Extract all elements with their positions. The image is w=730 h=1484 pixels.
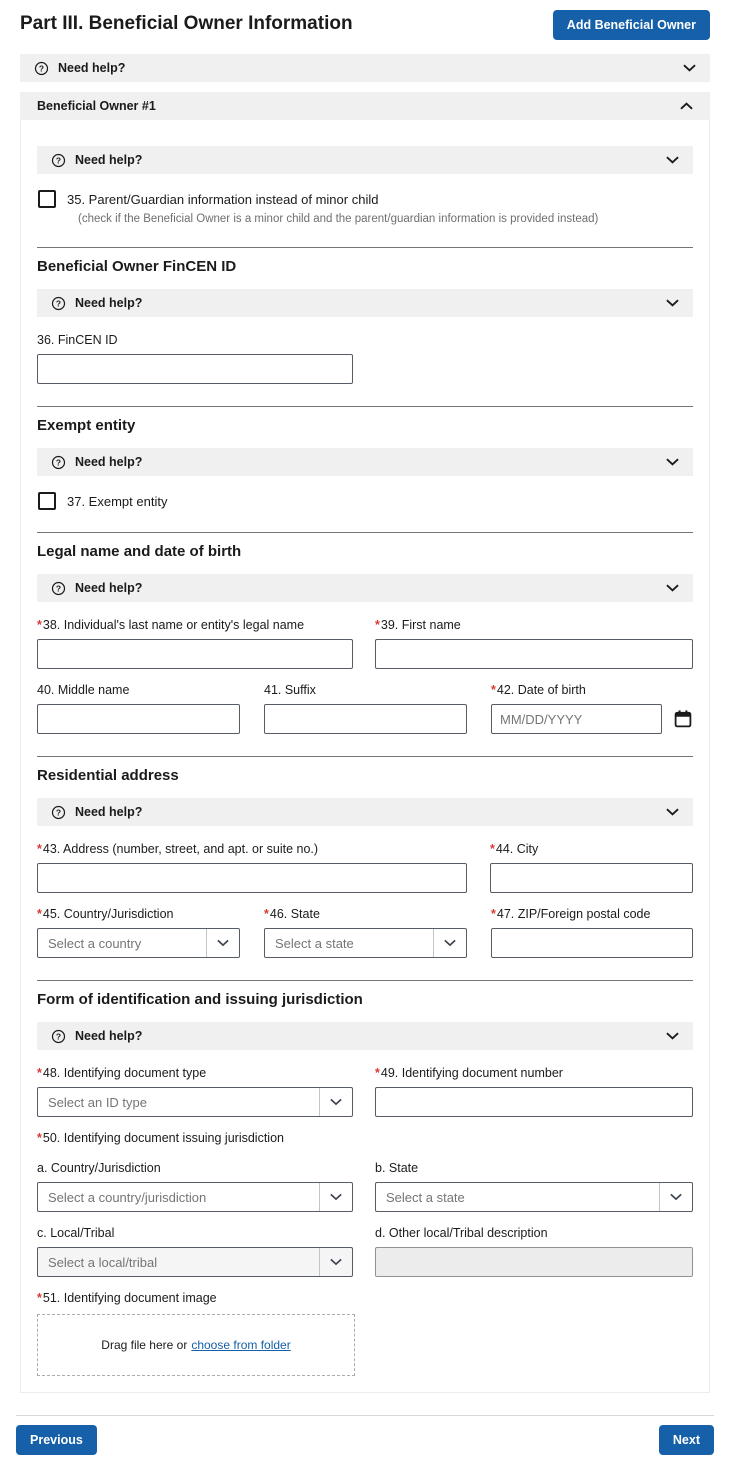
last-name-input[interactable] <box>37 639 353 669</box>
chevron-down-icon <box>319 1088 352 1116</box>
field-40 <box>37 683 240 734</box>
field-50c <box>37 1226 353 1277</box>
zip-input[interactable] <box>491 928 693 958</box>
select-value: Select an ID type <box>48 1094 147 1110</box>
svg-text:?: ? <box>55 457 62 467</box>
chevron-down-icon <box>666 1032 679 1040</box>
question-circle-icon <box>34 61 49 76</box>
need-help-label: Need help? <box>58 61 126 75</box>
id-type-select[interactable] <box>37 1087 353 1117</box>
chevron-down-icon <box>433 929 466 957</box>
section-heading-exempt: Exempt entity <box>37 417 136 434</box>
add-beneficial-owner-button[interactable]: Add Beneficial Owner <box>553 10 710 40</box>
select-value: Select a state <box>386 1189 465 1205</box>
field-49-label: 49. Identifying document number <box>380 1066 563 1080</box>
middle-name-input[interactable] <box>37 704 240 734</box>
required-marker: * <box>37 842 42 856</box>
question-circle-icon <box>51 296 66 311</box>
section-heading-identification: Form of identification and issuing jurisdiction <box>37 991 363 1008</box>
issuing-state-select[interactable] <box>375 1182 693 1212</box>
field-41 <box>264 683 467 734</box>
chevron-down-icon <box>659 1183 692 1211</box>
required-marker: * <box>37 1131 42 1145</box>
chevron-down-icon <box>683 64 696 72</box>
required-marker: * <box>375 1066 380 1080</box>
address-input[interactable] <box>37 863 467 893</box>
chevron-up-icon <box>680 102 693 110</box>
field-46-label: 46. State <box>269 907 320 921</box>
chevron-down-icon <box>666 584 679 592</box>
section-divider <box>37 406 693 407</box>
field-46 <box>264 907 467 958</box>
first-name-input[interactable] <box>375 639 693 669</box>
required-marker: * <box>37 618 42 632</box>
dropzone-text: Drag file here or <box>101 1338 188 1352</box>
field-36-label: 36. FinCEN ID <box>37 333 118 347</box>
field-42-label: 42. Date of birth <box>496 683 586 697</box>
issuing-country-select[interactable] <box>37 1182 353 1212</box>
field-50c-label: c. Local/Tribal <box>37 1226 115 1240</box>
svg-text:?: ? <box>55 298 62 308</box>
svg-text:?: ? <box>55 583 62 593</box>
checkbox-37-exempt-entity[interactable] <box>38 492 56 510</box>
field-44-label: 44. City <box>495 842 539 856</box>
address-row-2 <box>37 907 693 958</box>
field-39 <box>375 618 693 669</box>
field-47 <box>491 907 693 958</box>
field-51-label: 51. Identifying document image <box>42 1291 217 1305</box>
chevron-down-icon <box>666 299 679 307</box>
city-input[interactable] <box>490 863 693 893</box>
question-circle-icon <box>51 1029 66 1044</box>
suffix-input[interactable] <box>264 704 467 734</box>
need-help-accordion-legal-name[interactable] <box>37 574 693 602</box>
checkbox-35-parent-guardian[interactable] <box>38 190 56 208</box>
beneficial-owner-1-title: Beneficial Owner #1 <box>37 99 156 113</box>
section-heading-fincen-id: Beneficial Owner FinCEN ID <box>37 258 237 275</box>
document-number-input[interactable] <box>375 1087 693 1117</box>
page-header <box>20 10 710 40</box>
need-help-accordion-exempt[interactable] <box>37 448 693 476</box>
field-49 <box>375 1066 693 1117</box>
section-divider <box>37 980 693 981</box>
field-50d-label: d. Other local/Tribal description <box>375 1226 548 1240</box>
next-button[interactable]: Next <box>659 1425 714 1455</box>
svg-text:?: ? <box>55 807 62 817</box>
country-jurisdiction-select[interactable] <box>37 928 240 958</box>
date-of-birth-input[interactable] <box>491 704 662 734</box>
previous-button[interactable]: Previous <box>16 1425 97 1455</box>
beneficial-owner-1-accordion-header[interactable] <box>20 92 710 120</box>
required-marker: * <box>37 1066 42 1080</box>
need-help-label: Need help? <box>75 153 143 167</box>
need-help-accordion-address[interactable] <box>37 798 693 826</box>
form-navigation <box>16 1415 714 1471</box>
section-divider <box>37 247 693 248</box>
checkbox-35-hint: (check if the Beneficial Owner is a minor child and the parent/guardian information is provided instead) <box>78 213 599 225</box>
section-divider <box>37 756 693 757</box>
question-circle-icon <box>51 805 66 820</box>
parent-guardian-field <box>38 190 693 208</box>
chevron-down-icon <box>319 1183 352 1211</box>
need-help-label: Need help? <box>75 296 143 310</box>
need-help-accordion-owner[interactable] <box>37 146 693 174</box>
field-38-label: 38. Individual's last name or entity's legal name <box>42 618 305 632</box>
identification-row-1 <box>37 1066 693 1117</box>
field-47-label: 47. ZIP/Foreign postal code <box>496 907 651 921</box>
select-value: Select a country <box>48 935 142 951</box>
section-divider <box>37 532 693 533</box>
calendar-icon[interactable] <box>673 709 693 729</box>
need-help-label: Need help? <box>75 455 143 469</box>
field-51-label-row <box>37 1291 693 1305</box>
document-image-dropzone[interactable] <box>37 1314 355 1376</box>
field-50-label-row <box>37 1131 693 1145</box>
field-50b-label: b. State <box>375 1161 419 1175</box>
chevron-down-icon <box>666 808 679 816</box>
beneficial-owner-1-body <box>20 120 710 1393</box>
field-48 <box>37 1066 353 1117</box>
checkbox-35-label: 35. Parent/Guardian information instead of minor child <box>67 191 379 207</box>
other-local-tribal-input[interactable] <box>375 1247 693 1277</box>
field-40-label: 40. Middle name <box>37 683 130 697</box>
field-41-label: 41. Suffix <box>264 683 316 697</box>
legal-name-row-1 <box>37 618 693 669</box>
chevron-down-icon <box>319 1248 352 1276</box>
select-value: Select a local/tribal <box>48 1254 158 1270</box>
field-36 <box>37 333 353 384</box>
chevron-down-icon <box>666 458 679 466</box>
identification-row-2 <box>37 1161 693 1212</box>
field-50-label: 50. Identifying document issuing jurisdiction <box>42 1131 284 1145</box>
question-circle-icon <box>51 455 66 470</box>
field-50a <box>37 1161 353 1212</box>
field-50d <box>375 1226 693 1277</box>
need-help-accordion-part3[interactable] <box>20 54 710 82</box>
state-select[interactable] <box>264 928 467 958</box>
question-circle-icon <box>51 581 66 596</box>
svg-text:?: ? <box>38 63 45 73</box>
address-row-1 <box>37 842 693 893</box>
field-43 <box>37 842 467 893</box>
field-45 <box>37 907 240 958</box>
need-help-accordion-identification[interactable] <box>37 1022 693 1050</box>
svg-text:?: ? <box>55 155 62 165</box>
required-marker: * <box>375 618 380 632</box>
required-marker: * <box>490 842 495 856</box>
section-heading-legal-name: Legal name and date of birth <box>37 543 242 560</box>
section-heading-address: Residential address <box>37 767 179 784</box>
field-48-label: 48. Identifying document type <box>42 1066 207 1080</box>
required-marker: * <box>37 907 42 921</box>
need-help-label: Need help? <box>75 581 143 595</box>
required-marker: * <box>491 907 496 921</box>
question-circle-icon <box>51 153 66 168</box>
select-value: Select a state <box>275 935 354 951</box>
local-tribal-select[interactable] <box>37 1247 353 1277</box>
choose-from-folder-link[interactable]: choose from folder <box>191 1338 291 1352</box>
chevron-down-icon <box>666 156 679 164</box>
field-44 <box>490 842 693 893</box>
field-45-label: 45. Country/Jurisdiction <box>42 907 174 921</box>
legal-name-row-2 <box>37 683 693 734</box>
chevron-down-icon <box>206 929 239 957</box>
beneficial-owner-1-panel <box>20 92 710 1393</box>
identification-row-3 <box>37 1226 693 1277</box>
exempt-entity-field <box>38 492 693 510</box>
field-50a-label: a. Country/Jurisdiction <box>37 1161 161 1175</box>
field-43-label: 43. Address (number, street, and apt. or suite no.) <box>42 842 319 856</box>
need-help-label: Need help? <box>75 1029 143 1043</box>
page-title: Part III. Beneficial Owner Information <box>20 13 353 34</box>
fincen-id-row <box>37 333 693 384</box>
required-marker: * <box>264 907 269 921</box>
svg-text:?: ? <box>55 1031 62 1041</box>
field-38 <box>37 618 353 669</box>
required-marker: * <box>37 1291 42 1305</box>
field-39-label: 39. First name <box>380 618 461 632</box>
need-help-label: Need help? <box>75 805 143 819</box>
need-help-accordion-fincen-id[interactable] <box>37 289 693 317</box>
required-marker: * <box>491 683 496 697</box>
field-50b <box>375 1161 693 1212</box>
checkbox-37-label: 37. Exempt entity <box>67 493 168 509</box>
select-value: Select a country/jurisdiction <box>48 1189 207 1205</box>
fincen-id-input[interactable] <box>37 354 353 384</box>
field-42 <box>491 683 693 734</box>
